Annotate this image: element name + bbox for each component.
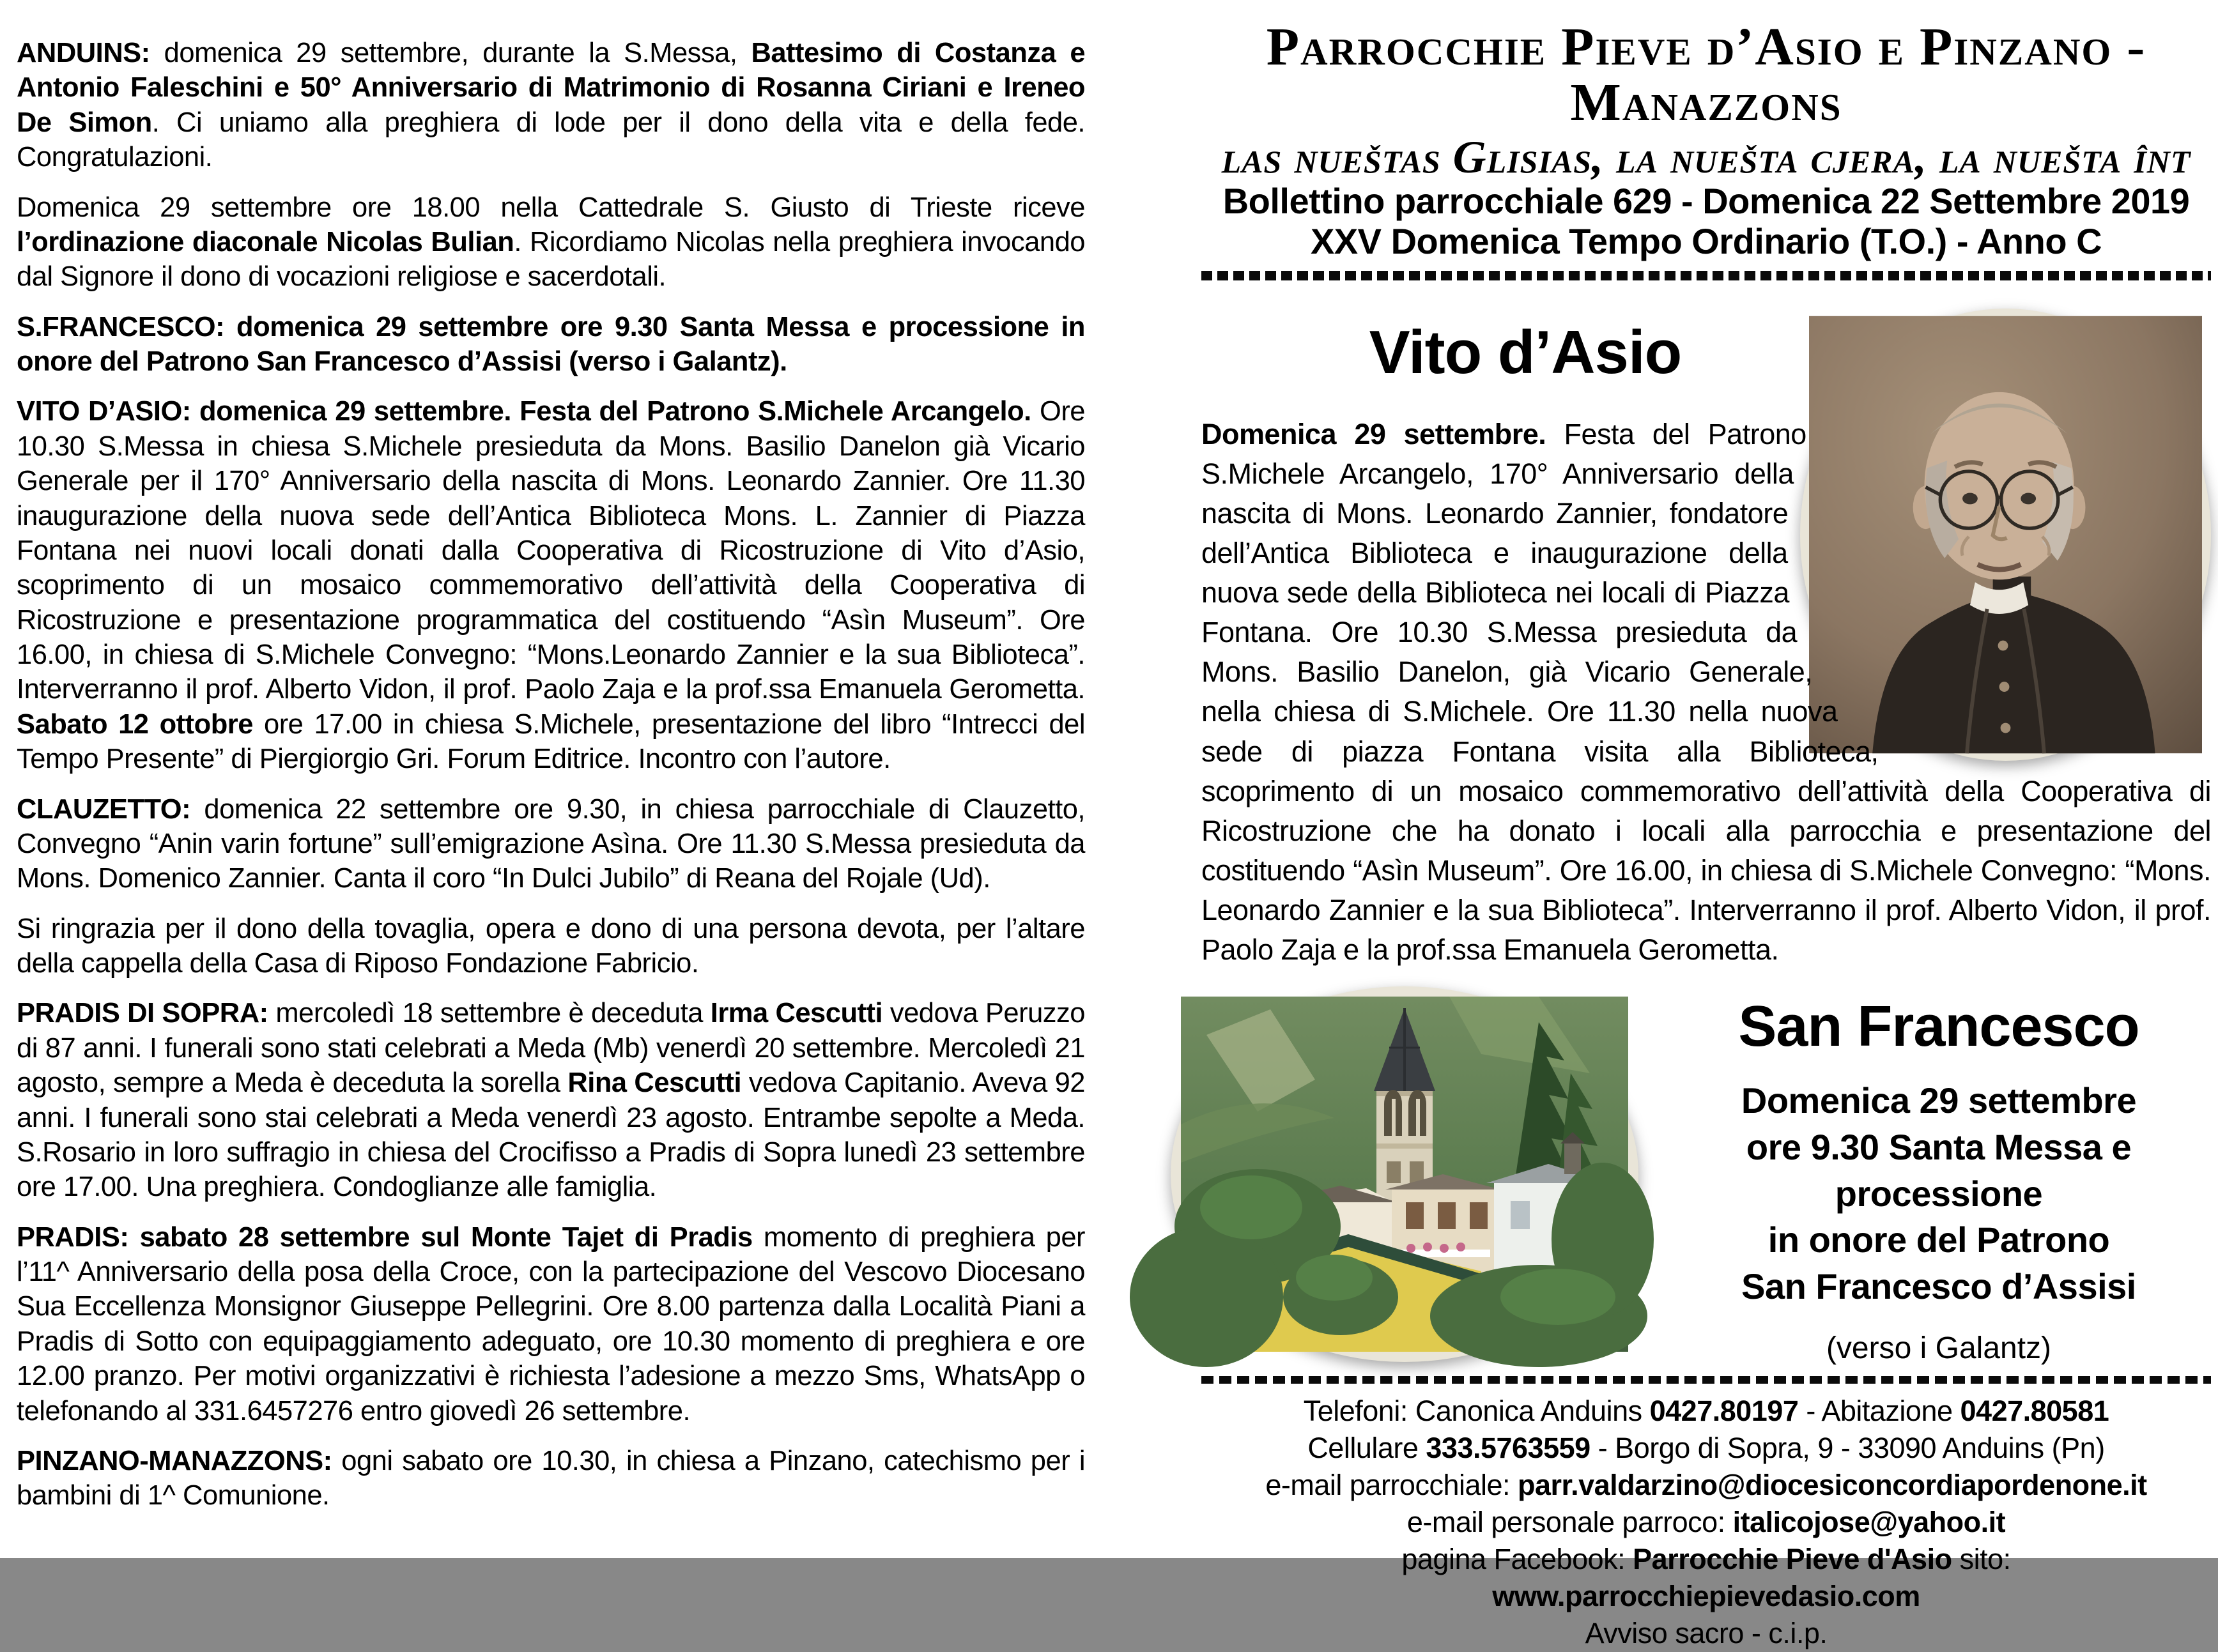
san-francesco-line: in onore del Patrono: [1767, 1220, 2110, 1260]
dashed-divider-top: [1201, 271, 2211, 280]
vito-dasio-section: [1201, 317, 2211, 970]
paragraph-pradis-di-sopra: PRADIS DI SOPRA: mercoledì 18 settembre è deceduta Irma Cescutti vedova Peruzzo di 87 anni. I funerali sono stati celebrati a Meda (Mb) venerdì 20 settembre. Mercoledì 21 agosto, sempre a Meda è deceduta la sorella Rina Cescutti vedova Capitanio. Aveva 92 anni. I funerali sono stai celebrati a Meda venerdì 23 agosto. Entrambe sepolte a Meda. S.Rosario in loro suffragio in chiesa del Crocifisso a Pradis di Sopra lunedì 23 settembre ore 17.00. Una preghiera. Condoglianze alle famiglia.: [17, 998, 1085, 1203]
san-francesco-line: Domenica 29 settembre: [1741, 1080, 2137, 1121]
article-title-vito-dasio: Vito d’Asio: [1369, 317, 1682, 386]
priest-portrait-photo: [1800, 309, 2211, 761]
paragraph-sfrancesco: S.FRANCESCO: domenica 29 settembre ore 9.30 Santa Messa e processione in onore del Patrono San Francesco d’Assisi (verso i Galantz).: [17, 311, 1085, 377]
priest-portrait-illustration: [1809, 317, 2202, 752]
san-francesco-line: processione: [1835, 1173, 2043, 1214]
contact-line-facebook-site: pagina Facebook: Parrocchie Pieve d'Asio sito: www.parrocchiepievedasio.com: [1401, 1543, 2011, 1613]
paragraph-anduins: ANDUINS: domenica 29 settembre, durante la S.Messa, Battesimo di Costanza e Antonio Faleschini e 50° Anniversario di Matrimonio di Rosanna Ciriani e Ireneo De Simon. Ci uniamo alla preghiera di lode per il dono della vita e della fede. Congratulazioni.: [17, 38, 1086, 173]
dashed-divider-bottom: [1201, 1376, 2211, 1384]
san-francesco-section: [1201, 986, 2211, 1366]
contact-line-mobile-address: Cellulare 333.5763559 - Borgo di Sopra, 9 - 33090 Anduins (Pn): [1307, 1432, 2105, 1465]
paragraph-pinzano-manazzons: PINZANO-MANAZZONS: ogni sabato ore 10.30, in chiesa a Pinzano, catechismo per i bambini di 1^ Comunione.: [17, 1445, 1085, 1511]
masthead-liturgical-week: XXV Domenica Tempo Ordinario (T.O.) - Anno C: [1310, 221, 2102, 262]
san-francesco-note: (verso i Galantz): [1826, 1331, 2052, 1366]
contact-line-parish-email: e-mail parrocchiale: parr.valdarzino@diocesiconcordiapordenone.it: [1265, 1469, 2147, 1502]
san-francesco-title: San Francesco: [1738, 995, 2139, 1059]
village-church-illustration: [1181, 997, 1628, 1352]
san-francesco-line: San Francesco d’Assisi: [1741, 1266, 2136, 1307]
contact-line-avviso-sacro: Avviso sacro - c.i.p.: [1585, 1617, 1828, 1650]
masthead-title: Parrocchie Pieve d’Asio e Pinzano - Manazzons: [1266, 17, 2146, 133]
paragraph-ordinazione: Domenica 29 settembre ore 18.00 nella Cattedrale S. Giusto di Trieste riceve l’ordinazione diaconale Nicolas Bulian. Ricordiamo Nicolas nella preghiera invocando dal Signore il dono di vocazioni religiose e sacerdotali.: [17, 192, 1085, 293]
masthead-bulletin-number: Bollettino parrocchiale 629 - Domenica 22 Settembre 2019: [1222, 181, 2190, 222]
paragraph-clauzetto: CLAUZETTO: domenica 22 settembre ore 9.30, in chiesa parrocchiale di Clauzetto, Convegno “Anin varin fortune” sull’emigrazione Asìna. Ore 11.30 S.Messa presieduta da Mons. Domenico Zannier. Canta il coro “In Dulci Jubilo” di Reana del Rojale (Ud).: [17, 793, 1085, 894]
article-body-vito-dasio: Domenica 29 settembre. Festa del Patrono S.Michele Arcangelo, 170° Anniversario della nascita di Mons. Leonardo Zannier, fondatore dell’Antica Biblioteca e inaugurazione della nuova sede della Biblioteca nei locali di Piazza Fontana. Ore 10.30 S.Messa presieduta da Mons. Basilio Danelon, già Vicario Generale, nella chiesa di S.Michele. Ore 11.30 nella nuova sede di piazza Fontana visita alla Biblioteca, scoprimento di un mosaico commemorativo dell’attività della Cooperativa di Ricostruzione che ha donato i locali alla parrocchia e presentazione del costituendo “Asìn Museum”. Ore 16.00, in chiesa di S.Michele Convegno: “Mons. Leonardo Zannier e la sua Biblioteca”. Interverranno il prof. Alberto Vidon, il prof. Paolo Zaja e la prof.ssa Emanuela Gerometta.: [1201, 417, 2211, 966]
contact-line-personal-email: e-mail personale parroco: italicojose@yahoo.it: [1406, 1506, 2006, 1539]
contact-line-phones: Telefoni: Canonica Anduins 0427.80197 - Abitazione 0427.80581: [1303, 1395, 2109, 1428]
san-francesco-line: ore 9.30 Santa Messa e: [1746, 1126, 2132, 1167]
right-column: [1201, 19, 2211, 1652]
paragraph-ringraziamento: Si ringrazia per il dono della tovaglia, opera e dono di una persona devota, per l’altare della cappella della Casa di Riposo Fondazione Fabricio.: [17, 913, 1085, 979]
masthead-subtitle-friulian: las nueštas Gliſias, la nuešta cjera, la nuešta înt: [1221, 131, 2191, 183]
village-church-photo: [1171, 986, 1638, 1362]
contact-block: [1201, 1393, 2211, 1652]
paragraph-pradis: PRADIS: sabato 28 settembre sul Monte Tajet di Pradis momento di preghiera per l’11^ Anniversario della posa della Croce, con la partecipazione del Vescovo Diocesano Sua Eccellenza Monsignor Giuseppe Pellegrini. Ore 8.00 partenza dalla Località Piani a Pradis di Sotto con equipaggiamento adeguato, ore 10.30 momento di preghiera e ore 12.00 pranzo. Per motivi organizzativi è richiesta l’adesione a mezzo Sms, WhatsApp o telefonando al 331.6457276 entro giovedì 26 settembre.: [17, 1221, 1085, 1426]
paragraph-vito-dasio: VITO D’ASIO: domenica 29 settembre. Festa del Patrono S.Michele Arcangelo. Ore 10.30 S.Messa in chiesa S.Michele presieduta da Mons. Basilio Danelon già Vicario Generale per il 170° Anniversario della nascita di Mons. Leonardo Zannier. Ore 11.30 inaugurazione della nuova sede dell’Antica Biblioteca Mons. L. Zannier di Piazza Fontana nei nuovi locali donati dalla Cooperativa di Ricostruzione di Vito d’Asio, scoprimento di un mosaico commemorativo dell’attività della Cooperativa di Ricostruzione e presentazione programmatica del costituendo “Asìn Museum”. Ore 16.00, in chiesa di S.Michele Convegno: “Mons.Leonardo Zannier e la sua Biblioteca”. Interverranno il prof. Alberto Vidon, il prof. Paolo Zaja e la prof.ssa Emanuela Gerometta. Sabato 12 ottobre ore 17.00 in chiesa S.Michele, presentazione del libro “Intrecci del Tempo Presente” di Piergiorgio Gri. Forum Editrice. Incontro con l’autore.: [17, 396, 1085, 775]
left-column: [17, 36, 1085, 1529]
